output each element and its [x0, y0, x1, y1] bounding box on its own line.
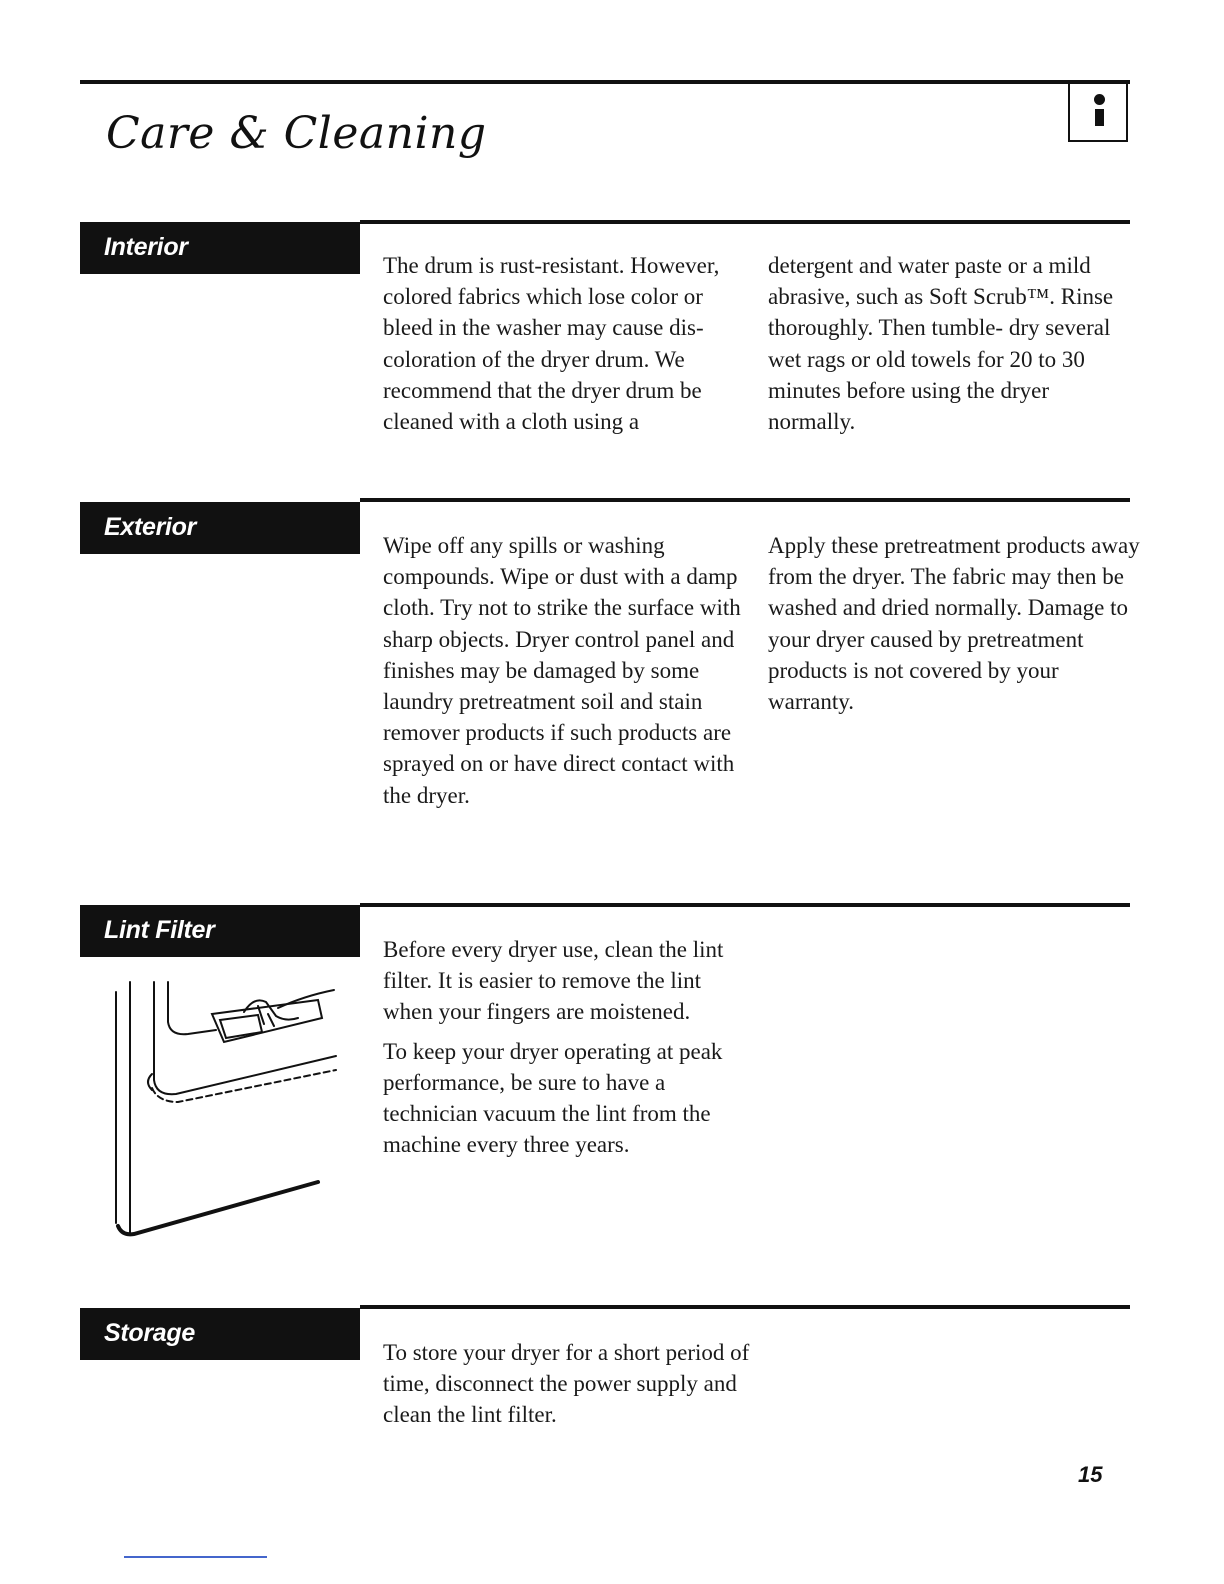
- page-number: 15: [1078, 1462, 1103, 1487]
- interior-text-right: [768, 250, 1140, 437]
- paragraph: To store your dryer for a short period of time, disconnect the power supply and clean the lint filter.: [383, 1340, 750, 1428]
- interior-text-left: [383, 250, 755, 437]
- paragraph: Apply these pretreatment products away from the dryer. The fabric may then be washed and dried normally. Damage to your dryer caused by pretreatment products is not covered by your warranty.: [768, 533, 1140, 715]
- paragraph: To keep your dryer operating at peak performance, be sure to have a technician vacuum the lint from the machine every three years.: [383, 1038, 723, 1158]
- info-icon-stem: [1095, 109, 1104, 126]
- section-rule-interior: [360, 220, 1130, 224]
- paragraph: detergent and water paste or a mild abrasive, such as Soft Scrub™. Rinse thoroughly. Then tumble- dry several wet rags or old towels for 20 to 30 minutes before using the dryer normally.: [768, 253, 1114, 435]
- section-rule-lint-filter: [360, 903, 1130, 907]
- section-label-lint-filter: Lint Filter: [80, 905, 360, 957]
- hand-arm: [278, 990, 334, 1008]
- paragraph: The drum is rust-resistant. However, colored fabrics which lose color or bleed in the washer may cause dis- coloration of the dryer drum. We recommend that the dryer drum be cleaned with a cloth using a: [383, 253, 720, 435]
- section-label-exterior: Exterior: [80, 502, 360, 554]
- drum-inner-rim: [168, 982, 216, 1034]
- drum-opening: [154, 982, 336, 1094]
- door-seal: [152, 1070, 336, 1102]
- footer-line: [124, 1556, 267, 1558]
- section-label-interior: Interior: [80, 222, 360, 274]
- info-icon: [1068, 82, 1128, 142]
- header-rule: [80, 80, 1130, 84]
- page-title: Care & Cleaning: [106, 108, 487, 159]
- exterior-text-left: [383, 530, 755, 811]
- paragraph: Before every dryer use, clean the lint filter. It is easier to remove the lint when your fingers are moistened.: [383, 937, 724, 1025]
- section-label-storage: Storage: [80, 1308, 360, 1360]
- lint-filter-slot: [212, 1000, 322, 1042]
- dryer-bottom-edge: [118, 1182, 318, 1234]
- section-rule-exterior: [360, 498, 1130, 502]
- lint-filter-illustration: [108, 978, 348, 1240]
- storage-text: [383, 1337, 755, 1431]
- paragraph: Wipe off any spills or washing compounds. Wipe or dust with a damp cloth. Try not to strike the surface with sharp objects. Dryer control panel and finishes may be damaged by some laundry pretreatment soil and stain remover products if such products are sprayed on or have direct contact with the dryer.: [383, 533, 741, 808]
- info-icon-dot: [1094, 94, 1105, 105]
- exterior-text-right: [768, 530, 1140, 717]
- lint-filter-text: [383, 934, 755, 1160]
- section-rule-storage: [360, 1305, 1130, 1309]
